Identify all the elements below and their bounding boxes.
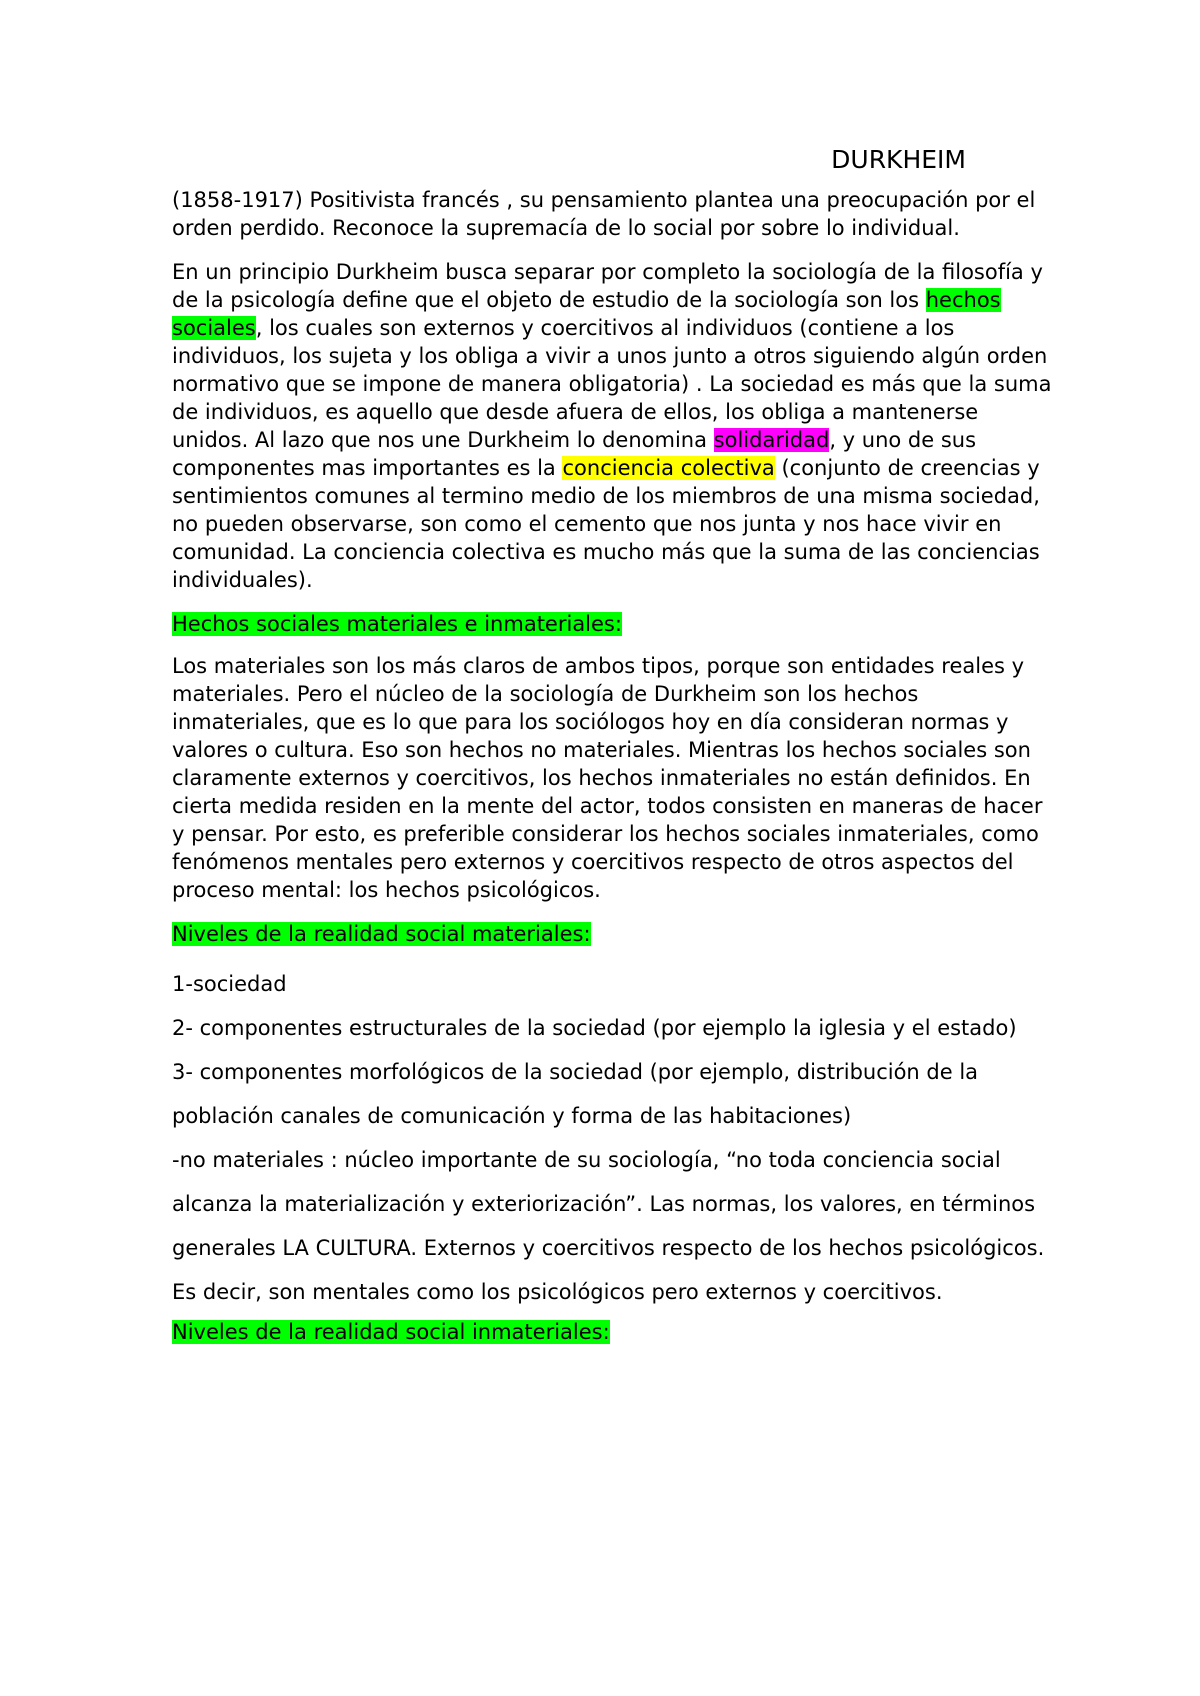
section-heading-levels-immaterial [172, 1318, 1052, 1346]
heading-highlight: Hechos sociales materiales e inmateriales: [172, 612, 622, 636]
highlight-solidaridad: solidaridad [713, 428, 830, 452]
highlight-conciencia-colectiva: conciencia colectiva [562, 456, 775, 480]
document-title: DURKHEIM [831, 145, 966, 174]
section-heading-levels-material [172, 920, 1052, 948]
document-page [172, 140, 1052, 1360]
paragraph-social-facts [172, 258, 1052, 594]
heading-highlight: Niveles de la realidad social inmateriales: [172, 1320, 610, 1344]
heading-highlight: Niveles de la realidad social materiales: [172, 922, 591, 946]
section-heading-material-immaterial [172, 610, 1052, 638]
paragraph-material-facts: Los materiales son los más claros de ambos tipos, porque son entidades reales y materiales. Pero el núcleo de la sociología de Durkheim son los hechos inmateriales, que es lo que para los sociólogos hoy en día consideran normas y valores o cultura. Eso son hechos no materiales. Mientras los hechos sociales son claramente externos y coercitivos, los hechos inmateriales no están definidos. En cierta medida residen en la mente del actor, todos consisten en maneras de hacer y pensar. Por esto, es preferible considerar los hechos sociales inmateriales, como fenómenos mentales pero externos y coercitivos respecto de otros aspectos del proceso mental: los hechos psicológicos. [172, 654, 1043, 902]
list-item-non-material: -no materiales : núcleo importante de su sociología, “no toda conciencia social alcanza la materialización y exteriorización”. Las normas, los valores, en términos generales LA CULTURA. Externos y coercitivos respecto de los hechos psicológicos. Es decir, son mentales como los psicológicos pero externos y coercitivos. [172, 1148, 1045, 1304]
list-item-2: 2- componentes estructurales de la sociedad (por ejemplo la iglesia y el estado) [172, 1016, 1017, 1040]
paragraph-text: , los cuales son externos y coercitivos al individuos (contiene a los individuos, los sujeta y los obliga a vivir a unos junto a otros siguiendo algún orden normativo que se impone de manera obligatoria) . La sociedad es más que la suma de individuos, es aquello que desde afuera de ellos, los obliga a mantenerse unidos. Al lazo que nos une Durkheim lo denomina [172, 316, 1052, 452]
paragraph-text: , y uno de sus componentes mas importantes es la [172, 428, 977, 480]
highlight-hechos-sociales: hechos sociales [172, 288, 1001, 340]
intro-paragraph: (1858-1917) Positivista francés , su pensamiento plantea una preocupación por el orden perdido. Reconoce la supremacía de lo social por sobre lo individual. [172, 188, 1036, 240]
paragraph-text: (conjunto de creencias y sentimientos comunes al termino medio de los miembros de una misma sociedad, no pueden observarse, son como el cemento que nos junta y nos hace vivir en comunidad. La conciencia colectiva es mucho más que la suma de las conciencias individuales). [172, 456, 1040, 592]
list-item-3: 3- componentes morfológicos de la sociedad (por ejemplo, distribución de la población canales de comunicación y forma de las habitaciones) [172, 1060, 979, 1128]
paragraph-text: En un principio Durkheim busca separar por completo la sociología de la filosofía y de la psicología define que el objeto de estudio de la sociología son los [172, 260, 1043, 312]
list-item-1: 1-sociedad [172, 972, 287, 996]
